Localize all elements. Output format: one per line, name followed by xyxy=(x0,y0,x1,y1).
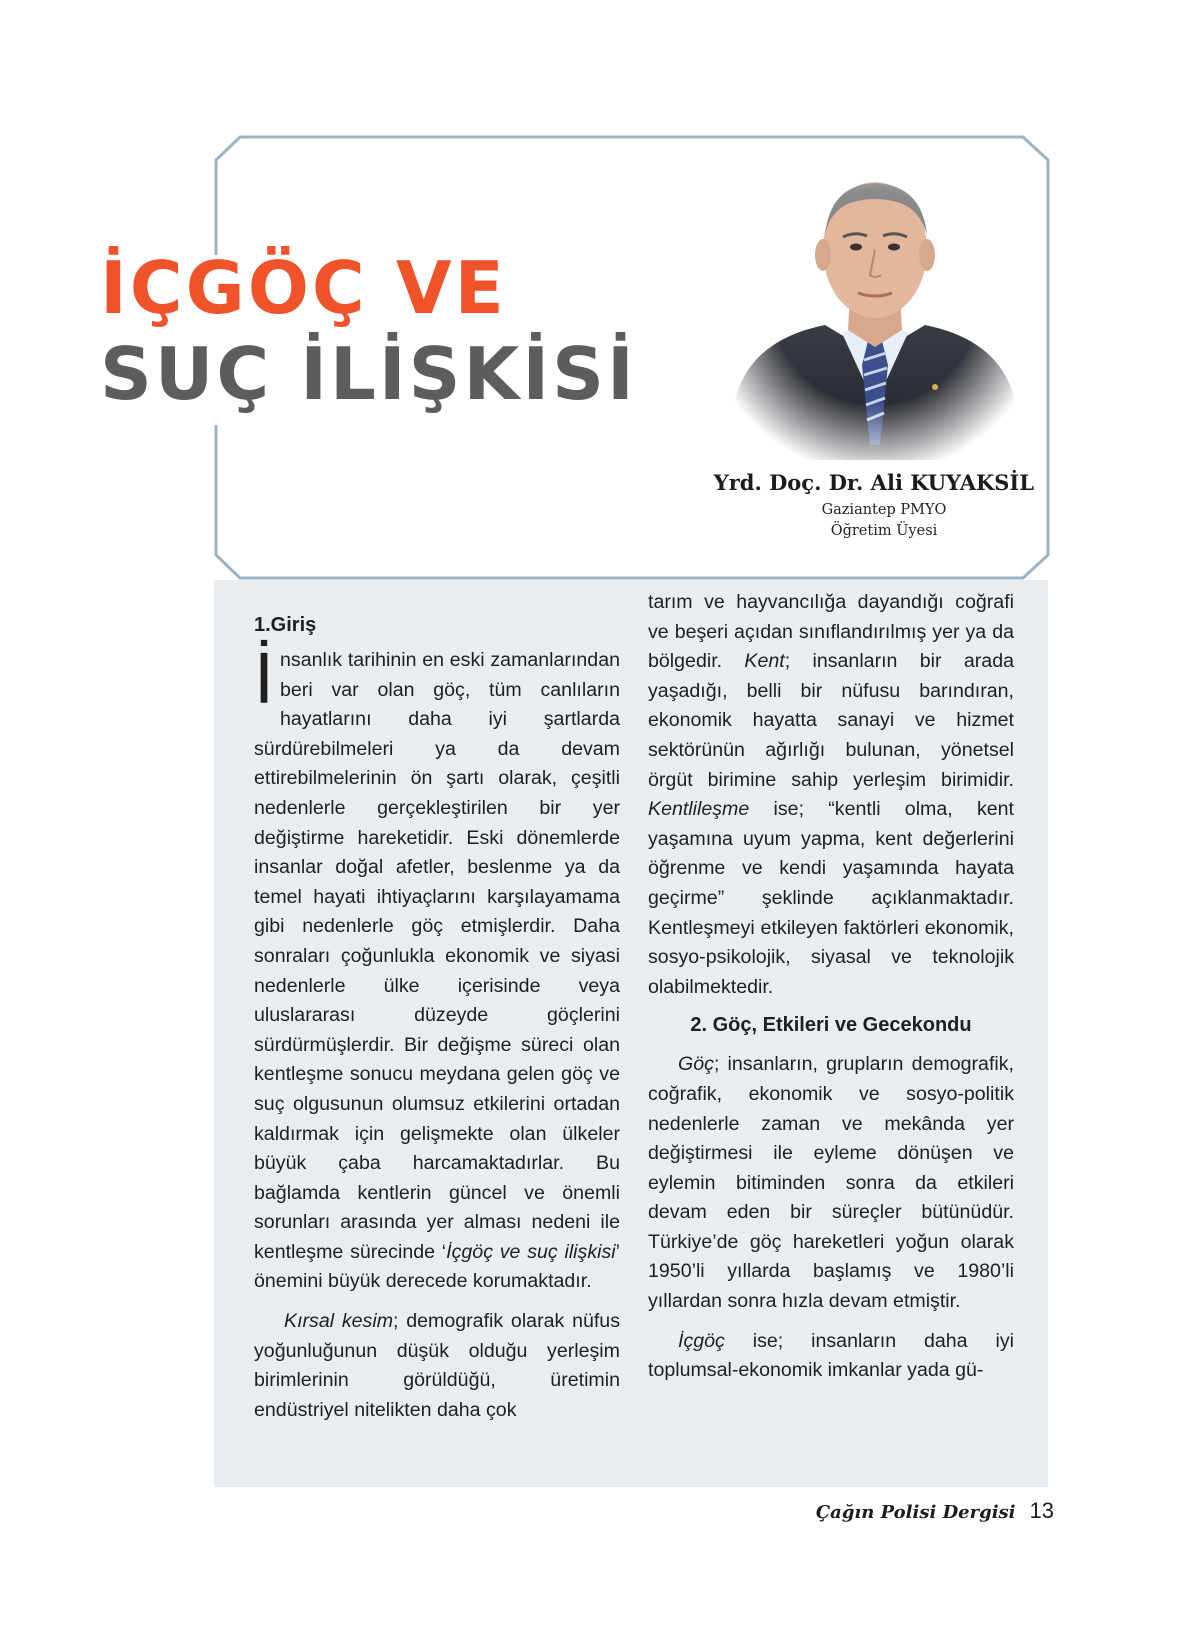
term-kent: Kent xyxy=(744,650,785,673)
author-block xyxy=(713,470,1034,539)
paragraph-intro xyxy=(254,639,620,1297)
section-heading-giris: 1.Giriş xyxy=(254,614,317,636)
term-kentlilesme: Kentlileşme xyxy=(648,798,750,821)
intro-text: nsanlık tarihinin en eski zamanlarından beri var olan göç, tüm canlıların hayatlarını daha iyi şartlarda sürdürebilmeleri ya da devam ettirebilmelerinin ön şartı olarak, çeşitli nedenlerle gerçekleştirilen bir yer değiştirme hareketidir. Eski dönemlerde insanlar doğal afetler, beslenme ya da temel hayati ihtiyaçlarını karşılayamama gibi nedenlerle göç etmişlerdir. Daha sonraları çoğunlukla ekonomik ve siyasi nedenlerle ülke içerisinde veya uluslararası düzeyde göçlerini sürdürmüşlerdir. Bir değişme süreci olan kentleşme sonucu meydana gelen göç ve suç olgusunun olumsuz etkilerini ortadan kaldırmak için gelişmekte olan ülkeler büyük çaba harcamaktadırlar. Bu bağlamda kentlerin güncel ve önemli sorunları arasında yer alması nedeni ile kentleşme sürecinde ‘ xyxy=(254,649,620,1263)
title-line-1: İÇGÖÇ VE xyxy=(100,246,507,330)
kent-text-c: ise; “kentli olma, kent yaşamına uyum yapma, kent değerlerini öğrenme ve kendi yaşamında hayata geçirme” şeklinde açıklanmaktadır. Kentleşmeyi etkileyen faktörleri ekonomik, sosyo-psikolojik, siyasal ve teknolojik olabilmektedir. xyxy=(648,798,1014,998)
title-line-2: SUÇ İLİŞKİSİ xyxy=(100,332,637,416)
kirsal-kesim-text: ; demografik olarak nüfus yoğunluğunun düşük olduğu yerleşim birimlerinin görüldüğü, üretimin endüstriyel nitelikten daha çok xyxy=(254,1310,621,1421)
author-name: Yrd. Doç. Dr. Ali KUYAKSİL xyxy=(713,470,1034,495)
paragraph-kent xyxy=(648,588,1014,1002)
paragraph-goc xyxy=(648,1050,1014,1316)
goc-text: ; insanların, grupların demografik, coğrafik, ekonomik ve sosyo-politik nedenlerle zaman ve mekânda yer değiştirmesi ile eyleme dönüşen ve eylemin bitiminden sonra da etkileri devam eden bir süreçler bütünüdür. Türkiye’de göç hareketleri yoğun olarak 1950’li yıllarda başlamış ve 1980’li yıllardan sonra hızla devam etmiştir. xyxy=(648,1053,1014,1313)
intro-italic-term: İçgöç ve suç ilişkisi xyxy=(446,1240,616,1263)
kent-text-b: ; insanların bir arada yaşadığı, belli bir nüfusu barındıran, ekonomik hayatta sanayi ve hizmet sektörünün ağırlığı bulunan, yönetsel örgüt birimine sahip yerleşim birimidir. xyxy=(648,650,1014,791)
page-number: 13 xyxy=(1029,1498,1054,1523)
term-kirsal-kesim: Kırsal kesim xyxy=(284,1310,394,1333)
article-title xyxy=(100,246,637,416)
drop-cap: İ xyxy=(254,639,275,719)
term-goc: Göç xyxy=(678,1053,714,1076)
journal-name: Çağın Polisi Dergisi xyxy=(815,1502,1016,1523)
article-column-right xyxy=(648,591,1014,1386)
kent-text-a: tarım ve hayvancılığa dayandığı coğrafi ve beşeri açıdan sınıflandırılmış yer ya da bölgedir. xyxy=(648,591,1014,673)
author-portrait xyxy=(730,165,1020,460)
paragraph-kirsal-kesim xyxy=(254,1307,620,1425)
term-icgoc: İçgöç xyxy=(678,1329,725,1352)
intro-text-end: ’ önemini büyük derecede korumaktadır. xyxy=(254,1240,620,1293)
paragraph-icgoc xyxy=(648,1327,1014,1386)
page-footer xyxy=(816,1498,1054,1524)
article-column-left xyxy=(254,610,620,1425)
section-heading-goc: 2. Göç, Etkileri ve Gecekondu xyxy=(690,1014,972,1037)
icgoc-text: ise; insanların daha iyi toplumsal-ekonomik imkanlar yada gü- xyxy=(648,1329,1014,1382)
author-affiliation-title: Öğretim Üyesi xyxy=(830,523,938,539)
author-affiliation-institution: Gaziantep PMYO xyxy=(821,502,947,518)
